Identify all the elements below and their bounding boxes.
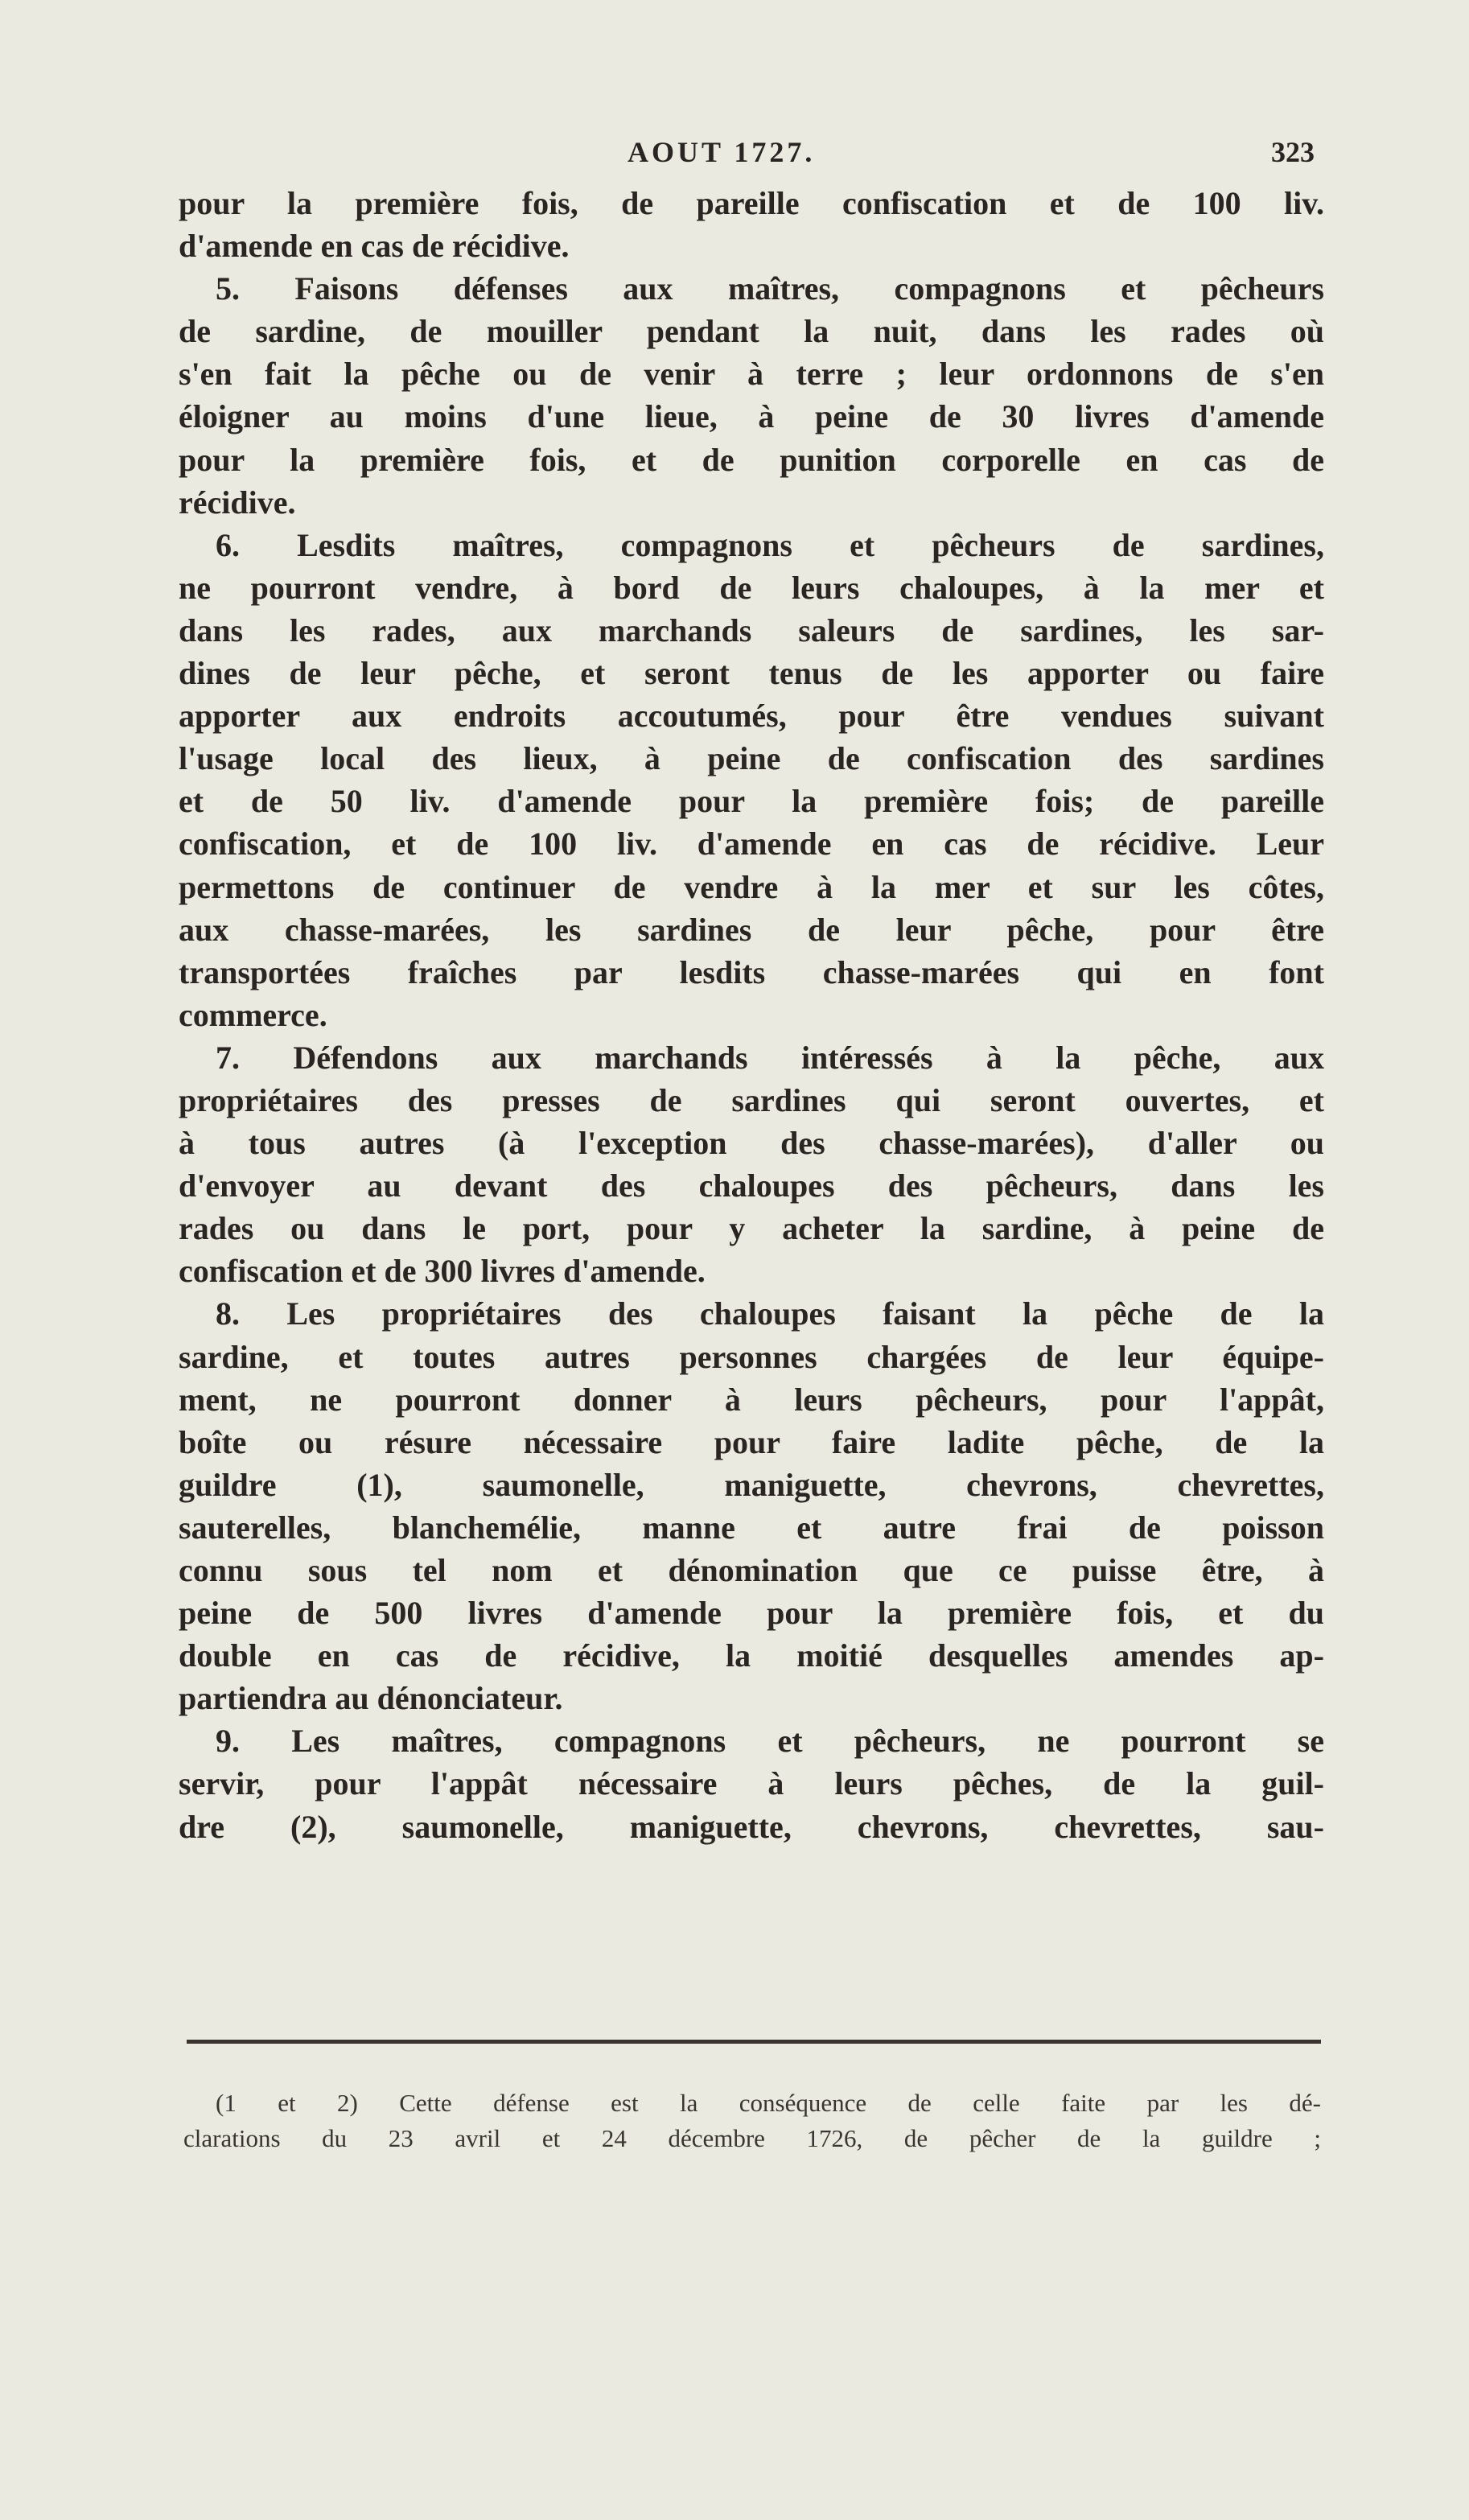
- text-line: servir, pour l'appât nécessaire à leurs pêches, de la guil-: [179, 1765, 1324, 1802]
- text-line: boîte ou résure nécessaire pour faire ladite pêche, de la: [179, 1423, 1324, 1460]
- text-line: permettons de continuer de vendre à la mer et sur les côtes,: [179, 868, 1324, 905]
- text-line: 8. Les propriétaires des chaloupes faisant la pêche de la: [216, 1295, 1324, 1332]
- footnote-rule: [187, 2040, 1321, 2044]
- text-line: transportées fraîches par lesdits chasse-marées qui en font: [179, 953, 1324, 990]
- text-line: 5. Faisons défenses aux maîtres, compagnons et pêcheurs: [216, 270, 1324, 307]
- footnotes: [183, 2086, 1321, 2156]
- text-line: partiendra au dénonciateur.: [179, 1680, 563, 1717]
- text-line: peine de 500 livres d'amende pour la première fois, et du: [179, 1595, 1324, 1632]
- text-line: sardine, et toutes autres personnes chargées de leur équipe-: [179, 1338, 1324, 1375]
- text-line: l'usage local des lieux, à peine de confiscation des sardines: [179, 740, 1324, 777]
- text-line: 6. Lesdits maîtres, compagnons et pêcheurs de sardines,: [216, 526, 1324, 563]
- running-header: AOUT 1727.: [628, 136, 816, 168]
- footnote-line: (1 et 2) Cette défense est la conséquence de celle faite par les dé-: [216, 2089, 1321, 2117]
- text-line: et de 50 liv. d'amende pour la première fois; de pareille: [179, 783, 1324, 820]
- text-line: pour la première fois, et de punition corporelle en cas de: [179, 441, 1324, 478]
- text-line: confiscation, et de 100 liv. d'amende en cas de récidive. Leur: [179, 826, 1324, 863]
- text-line: ment, ne pourront donner à leurs pêcheurs, pour l'appât,: [179, 1381, 1324, 1418]
- text-line: sauterelles, blanchemélie, manne et autre frai de poisson: [179, 1509, 1324, 1546]
- text-line: 7. Défendons aux marchands intéressés à la pêche, aux: [216, 1039, 1324, 1076]
- body-text: [179, 182, 1324, 1848]
- footnote-line: clarations du 23 avril et 24 décembre 1726, de pêcher de la guildre ;: [183, 2124, 1321, 2152]
- text-line: ne pourront vendre, à bord de leurs chaloupes, à la mer et: [179, 569, 1324, 606]
- text-line: récidive.: [179, 484, 296, 521]
- text-line: rades ou dans le port, pour y acheter la sardine, à peine de: [179, 1210, 1324, 1247]
- text-line: aux chasse-marées, les sardines de leur pêche, pour être: [179, 911, 1324, 948]
- text-line: propriétaires des presses de sardines qui seront ouvertes, et: [179, 1081, 1324, 1118]
- text-line: d'amende en cas de récidive.: [179, 228, 570, 265]
- text-line: dines de leur pêche, et seront tenus de les apporter ou faire: [179, 655, 1324, 692]
- text-line: apporter aux endroits accoutumés, pour être vendues suivant: [179, 698, 1324, 735]
- page-number: 323: [1271, 136, 1315, 168]
- text-line: double en cas de récidive, la moitié desquelles amendes ap-: [179, 1637, 1324, 1674]
- text-line: de sardine, de mouiller pendant la nuit, dans les rades où: [179, 313, 1324, 350]
- text-line: dans les rades, aux marchands saleurs de sardines, les sar-: [179, 611, 1324, 649]
- text-line: confiscation et de 300 livres d'amende.: [179, 1253, 706, 1290]
- text-line: guildre (1), saumonelle, maniguette, chevrons, chevrettes,: [179, 1466, 1324, 1503]
- text-line: à tous autres (à l'exception des chasse-marées), d'aller ou: [179, 1125, 1324, 1162]
- text-line: s'en fait la pêche ou de venir à terre ; leur ordonnons de s'en: [179, 356, 1324, 393]
- text-line: d'envoyer au devant des chaloupes des pêcheurs, dans les: [179, 1167, 1324, 1204]
- text-line: connu sous tel nom et dénomination que ce puisse être, à: [179, 1552, 1324, 1588]
- text-line: commerce.: [179, 996, 327, 1033]
- text-line: 9. Les maîtres, compagnons et pêcheurs, ne pourront se: [216, 1723, 1324, 1760]
- text-line: dre (2), saumonelle, maniguette, chevrons, chevrettes, sau-: [179, 1808, 1324, 1845]
- text-line: pour la première fois, de pareille confiscation et de 100 liv.: [179, 185, 1324, 221]
- text-line: éloigner au moins d'une lieue, à peine de 30 livres d'amende: [179, 398, 1324, 435]
